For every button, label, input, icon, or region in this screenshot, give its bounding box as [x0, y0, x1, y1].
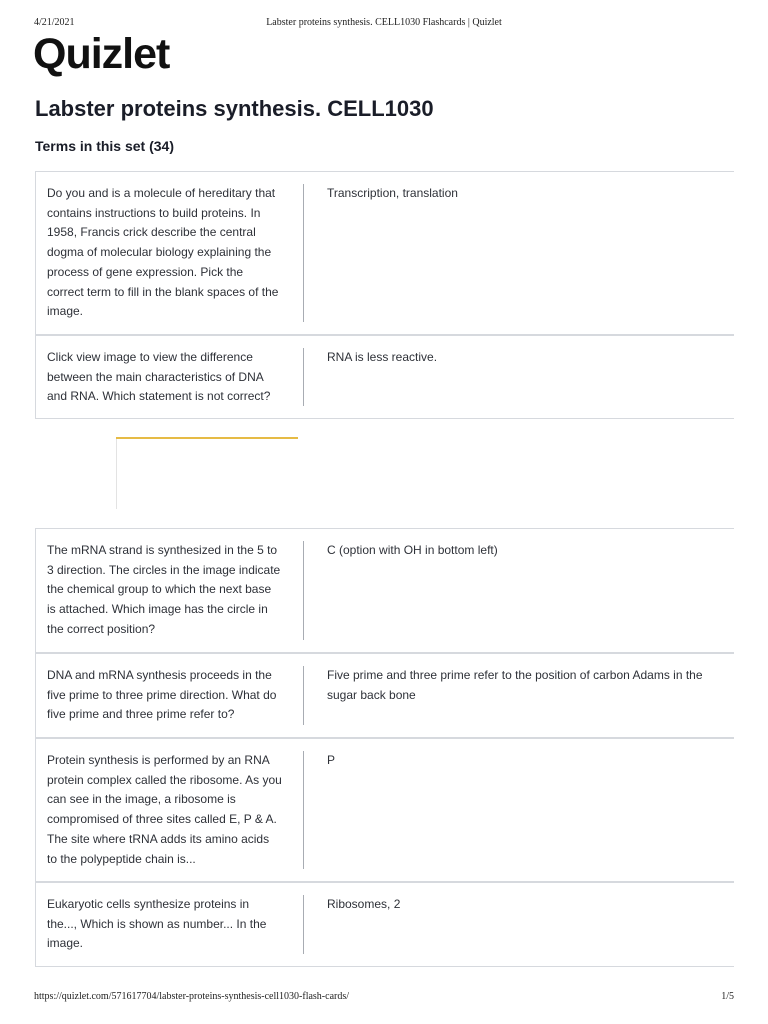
flashcard-2: [35, 335, 734, 419]
flashcard-1: [35, 171, 734, 335]
card-divider: [303, 184, 304, 322]
card-definition: RNA is less reactive.: [327, 350, 438, 364]
card-term: DNA and mRNA synthesis proceeds in the five prime to three prime direction. What do five prime and three prime refer to?: [47, 668, 277, 722]
image-left-edge: [116, 439, 117, 509]
card-divider: [303, 666, 304, 725]
image-top-edge: [116, 437, 298, 439]
flashcard-4: [35, 653, 734, 738]
card-term: Protein synthesis is performed by an RNA protein complex called the ribosome. As you can see in the image, a ribosome is compromised of three sites called E, P & A. The site where tRNA adds its amino acids to the polypeptide chain is...: [47, 753, 282, 866]
flashcard-3: [35, 528, 734, 653]
card-image-placeholder: [116, 437, 300, 512]
page-number: 1/5: [721, 991, 734, 1002]
print-header: [34, 17, 734, 31]
card-divider: [303, 541, 304, 640]
card-term: The mRNA strand is synthesized in the 5 to 3 direction. The circles in the image indicate the chemical group to which the next base is attached. Which image has the circle in the correct position?: [47, 543, 281, 636]
print-footer: [34, 991, 734, 1005]
card-definition: Transcription, translation: [327, 186, 458, 200]
set-title: Labster proteins synthesis. CELL1030: [35, 96, 434, 121]
print-url: https://quizlet.com/571617704/labster-proteins-synthesis-cell1030-flash-cards/: [34, 991, 350, 1002]
card-definition: P: [327, 753, 336, 767]
flashcard-6: [35, 882, 734, 967]
print-page-title: Labster proteins synthesis. CELL1030 Flashcards | Quizlet: [266, 17, 502, 28]
terms-heading: Terms in this set (34): [35, 138, 175, 154]
card-definition: Ribosomes, 2: [327, 897, 401, 911]
card-term: Do you and is a molecule of hereditary that contains instructions to build proteins. In 1958, Francis crick describe the central dogma of molecular biology explaining the process of gene expression. Pick the correct term to fill in the blank spaces of the image.: [47, 186, 279, 319]
card-term: Eukaryotic cells synthesize proteins in the..., Which is shown as number... In the image.: [47, 897, 267, 951]
card-divider: [303, 751, 304, 869]
card-term: Click view image to view the difference between the main characteristics of DNA and RNA. Which statement is not correct?: [47, 350, 271, 404]
card-definition: Five prime and three prime refer to the position of carbon Adams in the sugar back bone: [327, 668, 703, 702]
card-divider: [303, 895, 304, 954]
print-date: 4/21/2021: [34, 17, 75, 28]
card-divider: [303, 348, 304, 406]
flashcard-5: [35, 738, 734, 882]
card-definition: C (option with OH in bottom left): [327, 543, 498, 557]
quizlet-logo[interactable]: Quizlet: [33, 30, 170, 78]
